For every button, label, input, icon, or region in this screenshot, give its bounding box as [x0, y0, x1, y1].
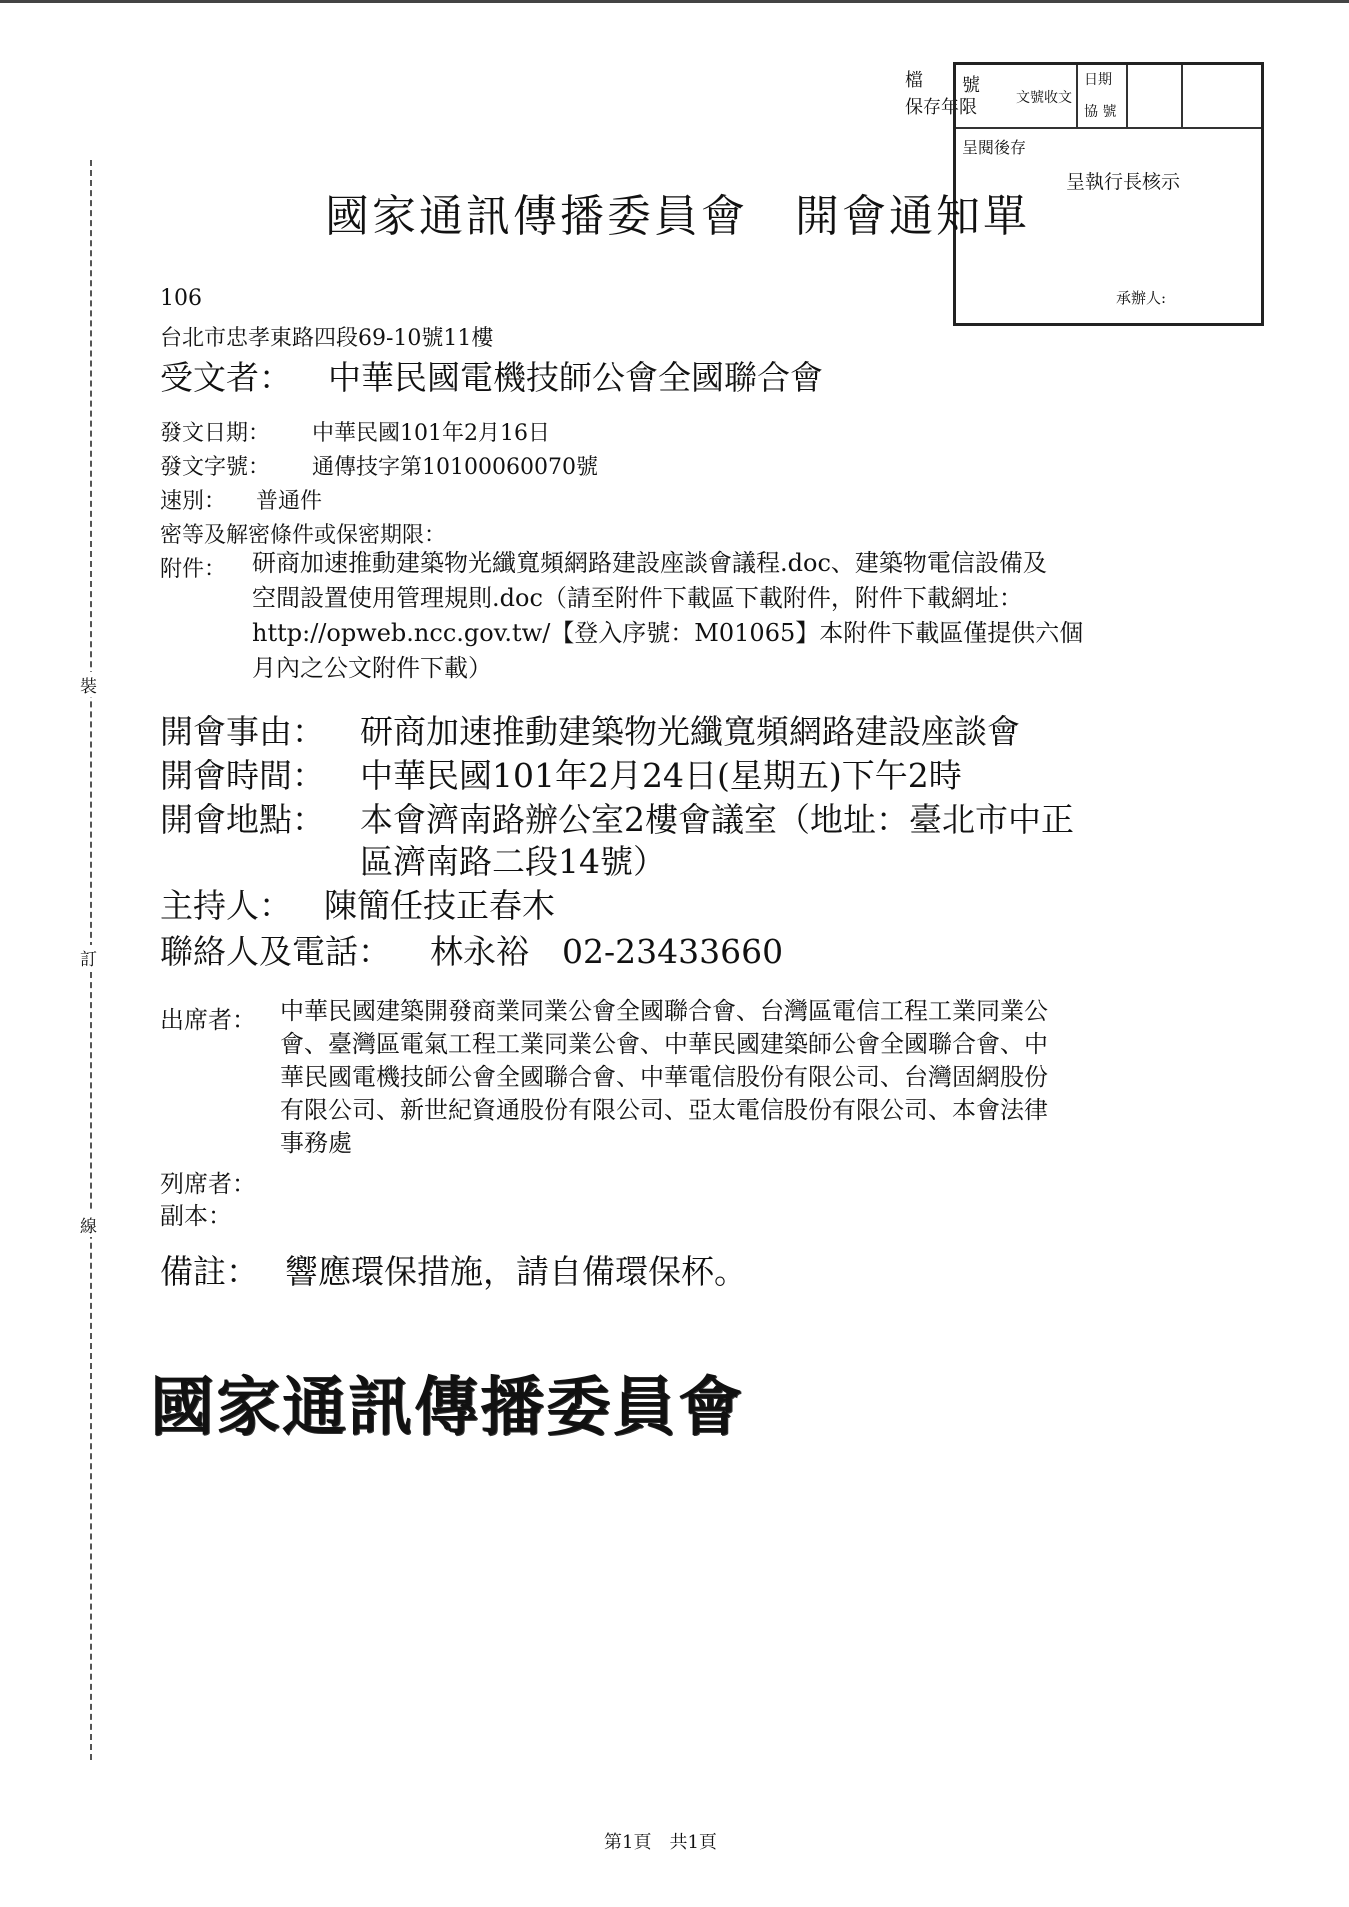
sender-address: 台北市忠孝東路四段69-10號11樓: [160, 326, 494, 351]
observers-label: 列席者：: [160, 1170, 256, 1198]
secrecy-label: 密等及解密條件或保密期限：: [160, 523, 447, 548]
doc-number-label: 發文字號：: [160, 455, 271, 480]
stamp-forward-note: 呈閱後存: [962, 138, 1027, 157]
stamp-handler-label: 承辦人:: [1116, 289, 1167, 307]
attachment-text: [252, 546, 1212, 686]
place-label: 開會地點：: [160, 800, 325, 839]
speed-label: 速別：: [160, 489, 227, 514]
meeting-reason: 研商加速推動建築物光纖寬頻網路建設座談會: [360, 712, 1020, 751]
binding-mark-2: 訂: [80, 945, 97, 970]
host-name: 陳簡任技正春木: [324, 886, 555, 925]
attendees-label: 出席者：: [160, 1006, 256, 1034]
remark-label: 備註：: [160, 1252, 259, 1291]
attachment-line: 月內之公文附件下載）: [252, 654, 492, 682]
attendees-line: 中華民國建築開發商業同業公會全國聯合會、台灣區電信工程工業同業公: [280, 997, 1048, 1025]
attendees-list: [280, 995, 1190, 1160]
stamp-receiving-cell: 文號收文: [1016, 90, 1072, 106]
copy-label: 副本：: [160, 1202, 232, 1230]
stamp-divider: [1181, 65, 1183, 127]
meeting-place-line1: 本會濟南路辦公室2樓會議室（地址：臺北市中正: [360, 800, 1074, 839]
meeting-place-line2: 區濟南路二段14號）: [360, 842, 666, 881]
attachment-line: 研商加速推動建築物光纖寬頻網路建設座談會議程.doc、建築物電信設備及: [252, 549, 1047, 577]
page-number: 第1頁 共1頁: [604, 1832, 717, 1853]
remark-text: 響應環保措施，請自備環保杯。: [285, 1252, 747, 1291]
stamp-assist-cell: 協 號: [1084, 104, 1117, 120]
archive-label: 檔: [905, 70, 923, 91]
attachment-line: 空間設置使用管理規則.doc（請至附件下載區下載附件，附件下載網址：: [252, 584, 1023, 612]
binding-mark-3: 線: [80, 1212, 97, 1237]
recipient-label: 受文者：: [160, 358, 292, 397]
stamp-divider: [1076, 65, 1078, 127]
recipient-name: 中華民國電機技師公會全國聯合會: [328, 358, 823, 397]
host-label: 主持人：: [160, 886, 292, 925]
binding-mark-1: 裝: [80, 672, 97, 697]
attendees-line: 會、臺灣區電氣工程工業同業公會、中華民國建築師公會全國聯合會、中: [280, 1030, 1048, 1058]
meeting-time: 中華民國101年2月24日(星期五)下午2時: [360, 756, 962, 795]
time-label: 開會時間：: [160, 756, 325, 795]
top-border: [0, 0, 1349, 17]
zip-code: 106: [160, 286, 202, 311]
stamp-divider: [1126, 65, 1128, 127]
stamp-date-cell: 日期: [1084, 72, 1112, 88]
reason-label: 開會事由：: [160, 712, 325, 751]
stamp-instruction: 呈執行長核示: [1066, 171, 1181, 193]
agency-seal: 國家通訊傳播委員會: [150, 1370, 744, 1445]
stamp-number-label: 號: [962, 75, 980, 96]
attachment-line: http://opweb.ncc.gov.tw/【登入序號：M01065】本附件下載區僅提供六個: [252, 619, 1084, 647]
issue-date: 中華民國101年2月16日: [312, 421, 550, 446]
document-title: 國家通訊傳播委員會 開會通知單: [325, 191, 1030, 242]
contact-label: 聯絡人及電話：: [160, 932, 391, 971]
attendees-line: 事務處: [280, 1129, 352, 1157]
contact-info: 林永裕 02-23433660: [430, 932, 784, 971]
issue-date-label: 發文日期：: [160, 421, 271, 446]
doc-number: 通傳技字第10100060070號: [312, 455, 598, 480]
attachment-label: 附件：: [160, 557, 227, 582]
attendees-line: 有限公司、新世紀資通股份有限公司、亞太電信股份有限公司、本會法律: [280, 1096, 1048, 1124]
attendees-line: 華民國電機技師公會全國聯合會、中華電信股份有限公司、台灣固網股份: [280, 1063, 1048, 1091]
speed-value: 普通件: [256, 489, 323, 514]
retention-label: 保存年限: [905, 97, 977, 118]
